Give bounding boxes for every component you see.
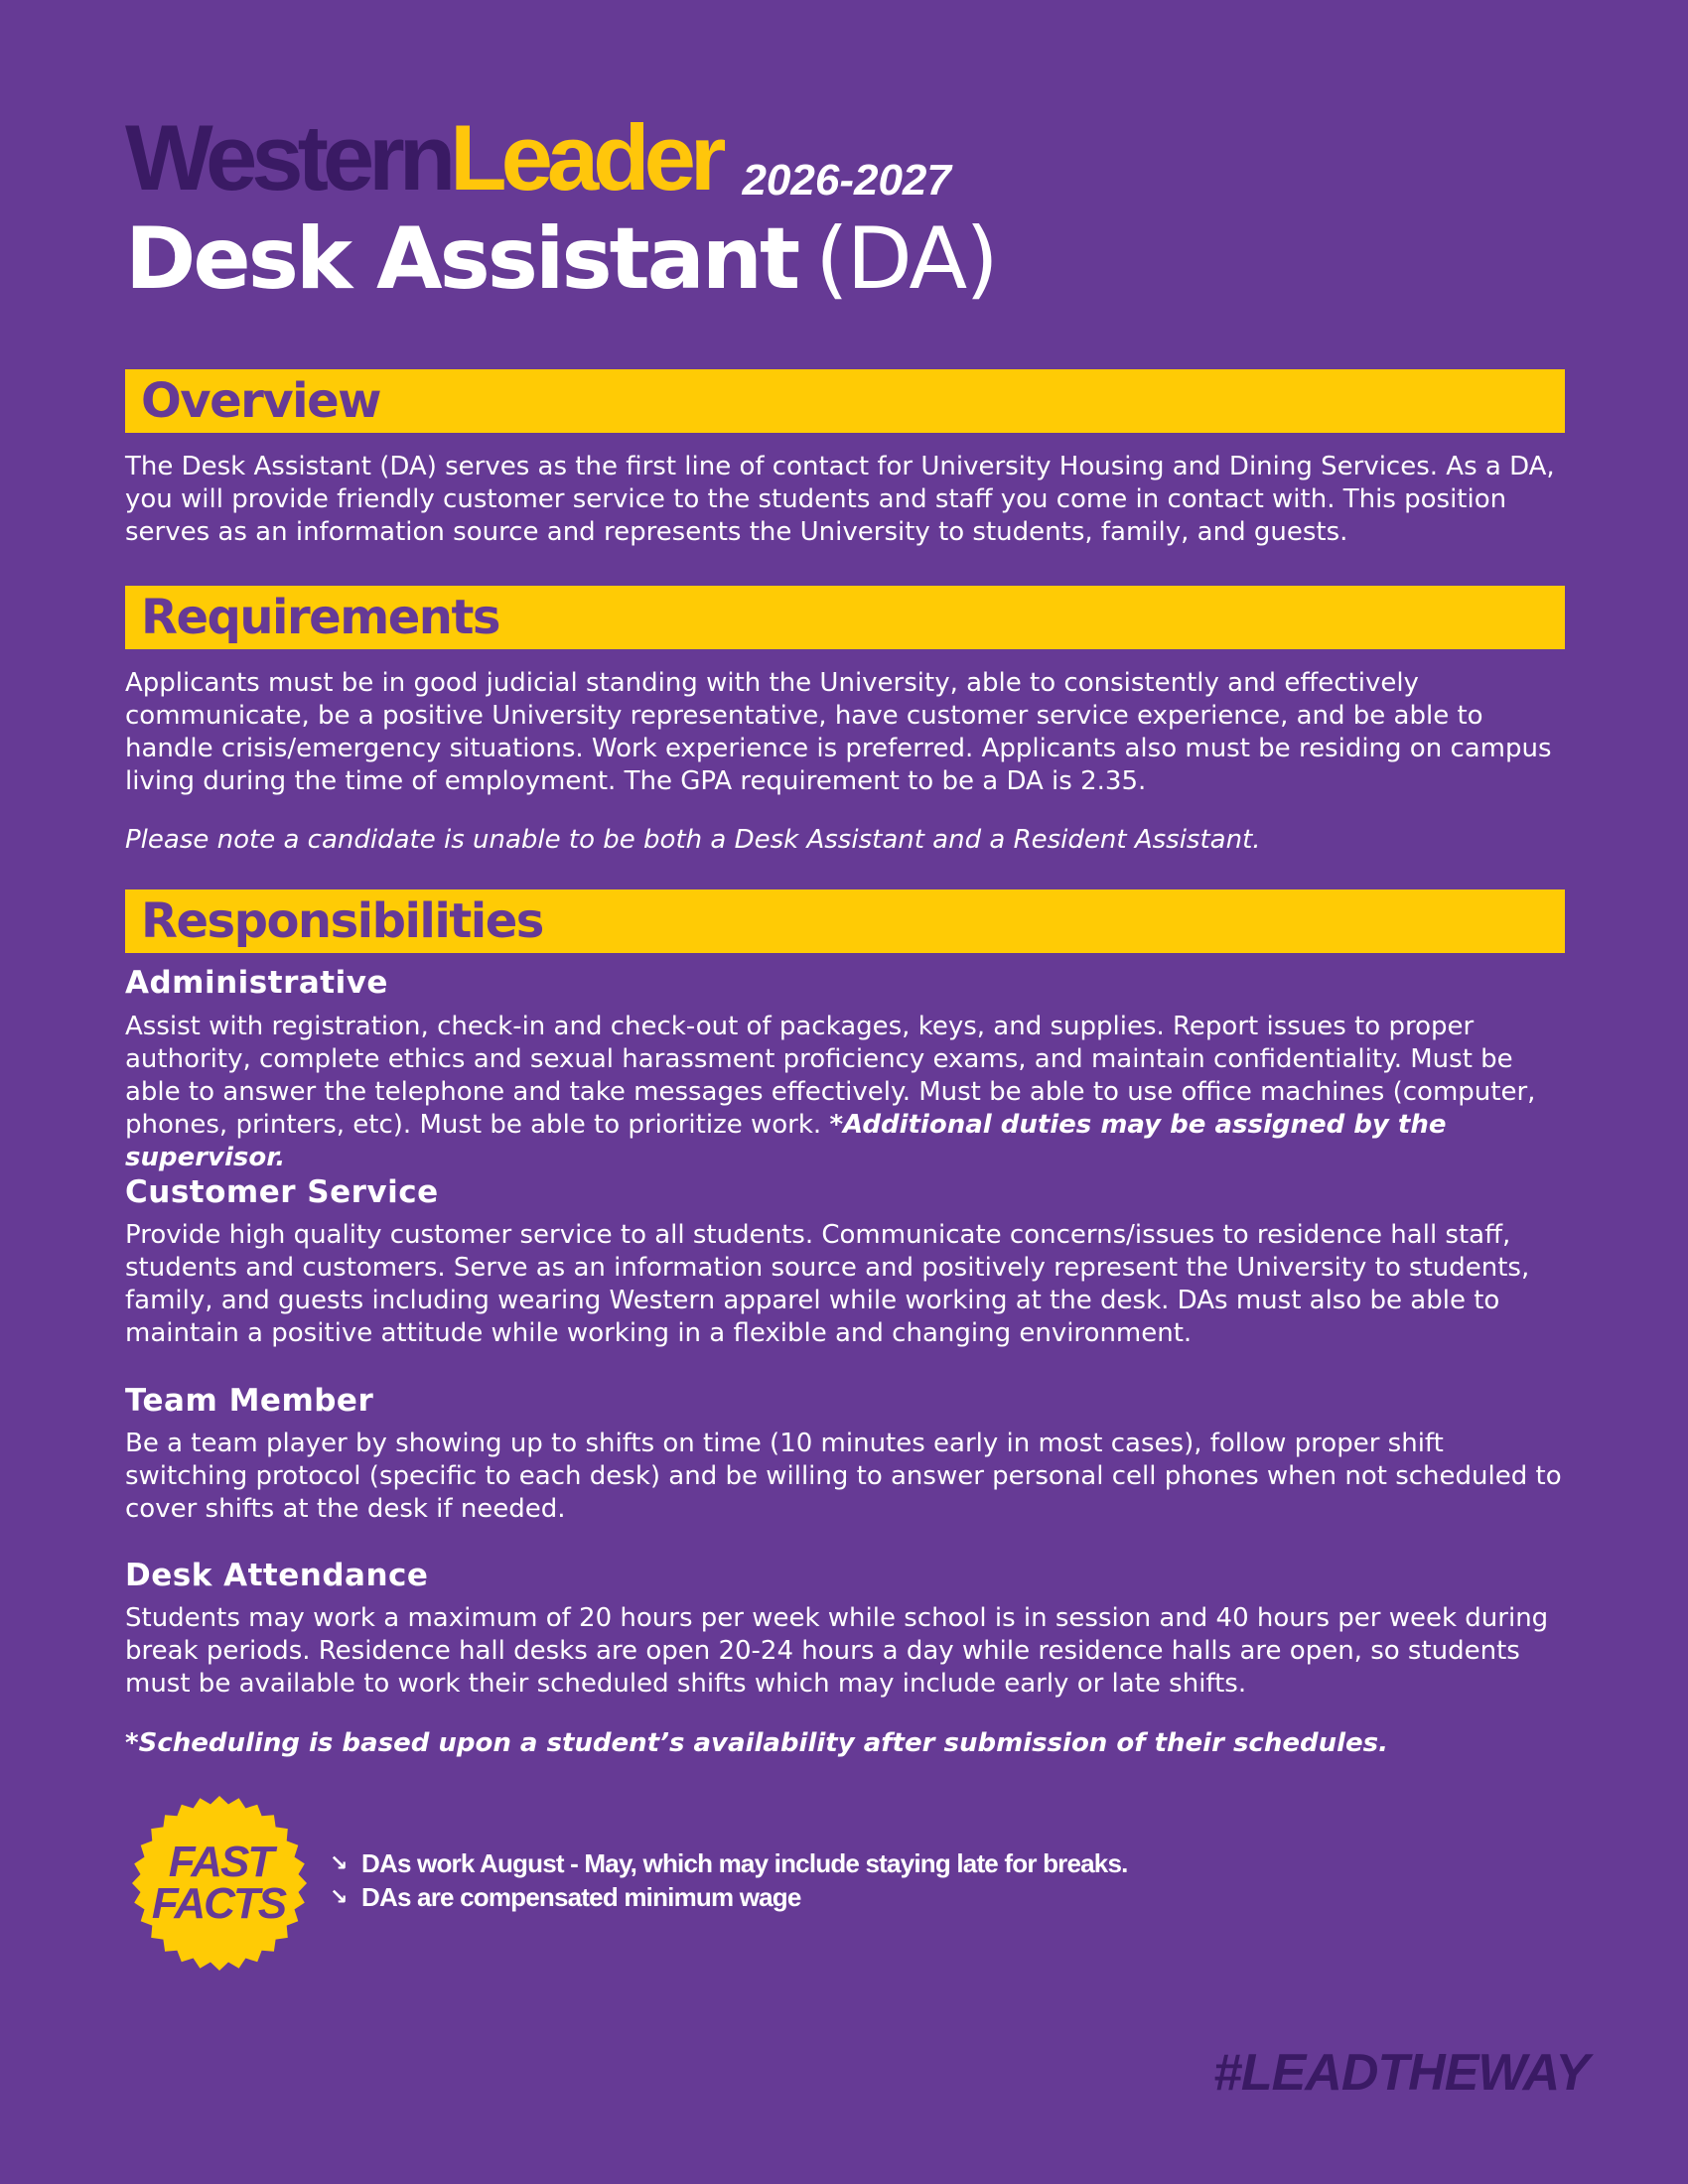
list-item	[330, 1846, 1128, 1880]
brand-logo	[125, 105, 951, 209]
page-title-abbr: (DA)	[815, 209, 997, 309]
requirements-heading: Requirements	[141, 590, 499, 645]
desk-attendance-text: Students may work a maximum of 20 hours per week while school is in session and 40 hours per week during break periods. Residence hall desks are open 20-24 hours a day while residence halls are open, so students must be available to work their scheduled shifts which may include early or late shifts.	[125, 1603, 1549, 1699]
fast-facts-list	[330, 1846, 1128, 1914]
fast-facts-line2: FACTS	[151, 1879, 286, 1928]
requirements-note: Please note a candidate is unable to be both a Desk Assistant and a Resident Assistant.	[125, 825, 1261, 855]
brand-leader-text: Leader	[450, 105, 721, 209]
fast-facts-line1: FAST	[168, 1838, 273, 1886]
team-member-heading: Team Member	[125, 1383, 374, 1419]
hashtag-logo: #LEADTHEWAY	[1212, 2044, 1589, 2102]
arrow-down-right-icon: ↘	[330, 1884, 349, 1910]
administrative-text	[125, 1011, 1565, 1174]
responsibilities-heading: Responsibilities	[141, 893, 543, 949]
administrative-note: *Additional duties may be assigned by the supervisor.	[125, 1110, 1447, 1172]
administrative-body: Assist with registration, check-in and check-out of packages, keys, and supplies. Report issues to proper authority, complete ethics and sexual harassment proficiency exams, and maintain confidentiality. Must be able to answer the telephone and take messages effectively. Must be able to use office machines (computer, phones, printers, etc). Must be able to prioritize work.	[125, 1012, 1536, 1140]
requirements-text: Applicants must be in good judicial standing with the University, able to consistently and effectively communicate, be a positive University representative, have customer service experience, and be able to handle crisis/emergency situations. Work experience is preferred. Applicants also must be residing on campus living during the time of employment. The GPA requirement to be a DA is 2.35.	[125, 668, 1552, 796]
list-item	[330, 1880, 1128, 1914]
fact-text: DAs work August - May, which may include staying late for breaks.	[361, 1847, 1128, 1878]
brand-western-text: Western	[125, 105, 451, 209]
page-title	[125, 209, 997, 309]
overview-heading-bar	[125, 369, 1565, 433]
customer-service-heading: Customer Service	[125, 1174, 439, 1210]
fact-text: DAs are compensated minimum wage	[361, 1881, 801, 1912]
year-label: 2026-2027	[742, 156, 951, 205]
responsibilities-heading-bar	[125, 889, 1565, 953]
page-title-main: Desk Assistant	[125, 209, 798, 309]
team-member-text: Be a team player by showing up to shifts on time (10 minutes early in most cases), follow proper shift switching protocol (specific to each desk) and be willing to answer personal cell phones when not scheduled to cover shifts at the desk if needed.	[125, 1429, 1562, 1524]
customer-service-text: Provide high quality customer service to all students. Communicate concerns/issues to residence hall staff, students and customers. Serve as an information source and positively represent the University to students, family, and guests including wearing Western apparel while working at the desk. DAs must also be able to maintain a positive attitude while working in a flexible and changing environment.	[125, 1220, 1530, 1348]
overview-heading: Overview	[141, 373, 380, 429]
scheduling-note: *Scheduling is based upon a student’s availability after submission of their schedules.	[125, 1728, 1389, 1758]
arrow-down-right-icon: ↘	[330, 1850, 349, 1876]
overview-text: The Desk Assistant (DA) serves as the first line of contact for University Housing and Dining Services. As a DA, you will provide friendly customer service to the students and staff you come in contact with. This position serves as an information source and represents the University to students, family, and guests.	[125, 452, 1555, 547]
desk-attendance-heading: Desk Attendance	[125, 1558, 429, 1593]
requirements-heading-bar	[125, 586, 1565, 649]
administrative-heading: Administrative	[125, 965, 388, 1001]
fast-facts-badge	[129, 1793, 310, 1974]
